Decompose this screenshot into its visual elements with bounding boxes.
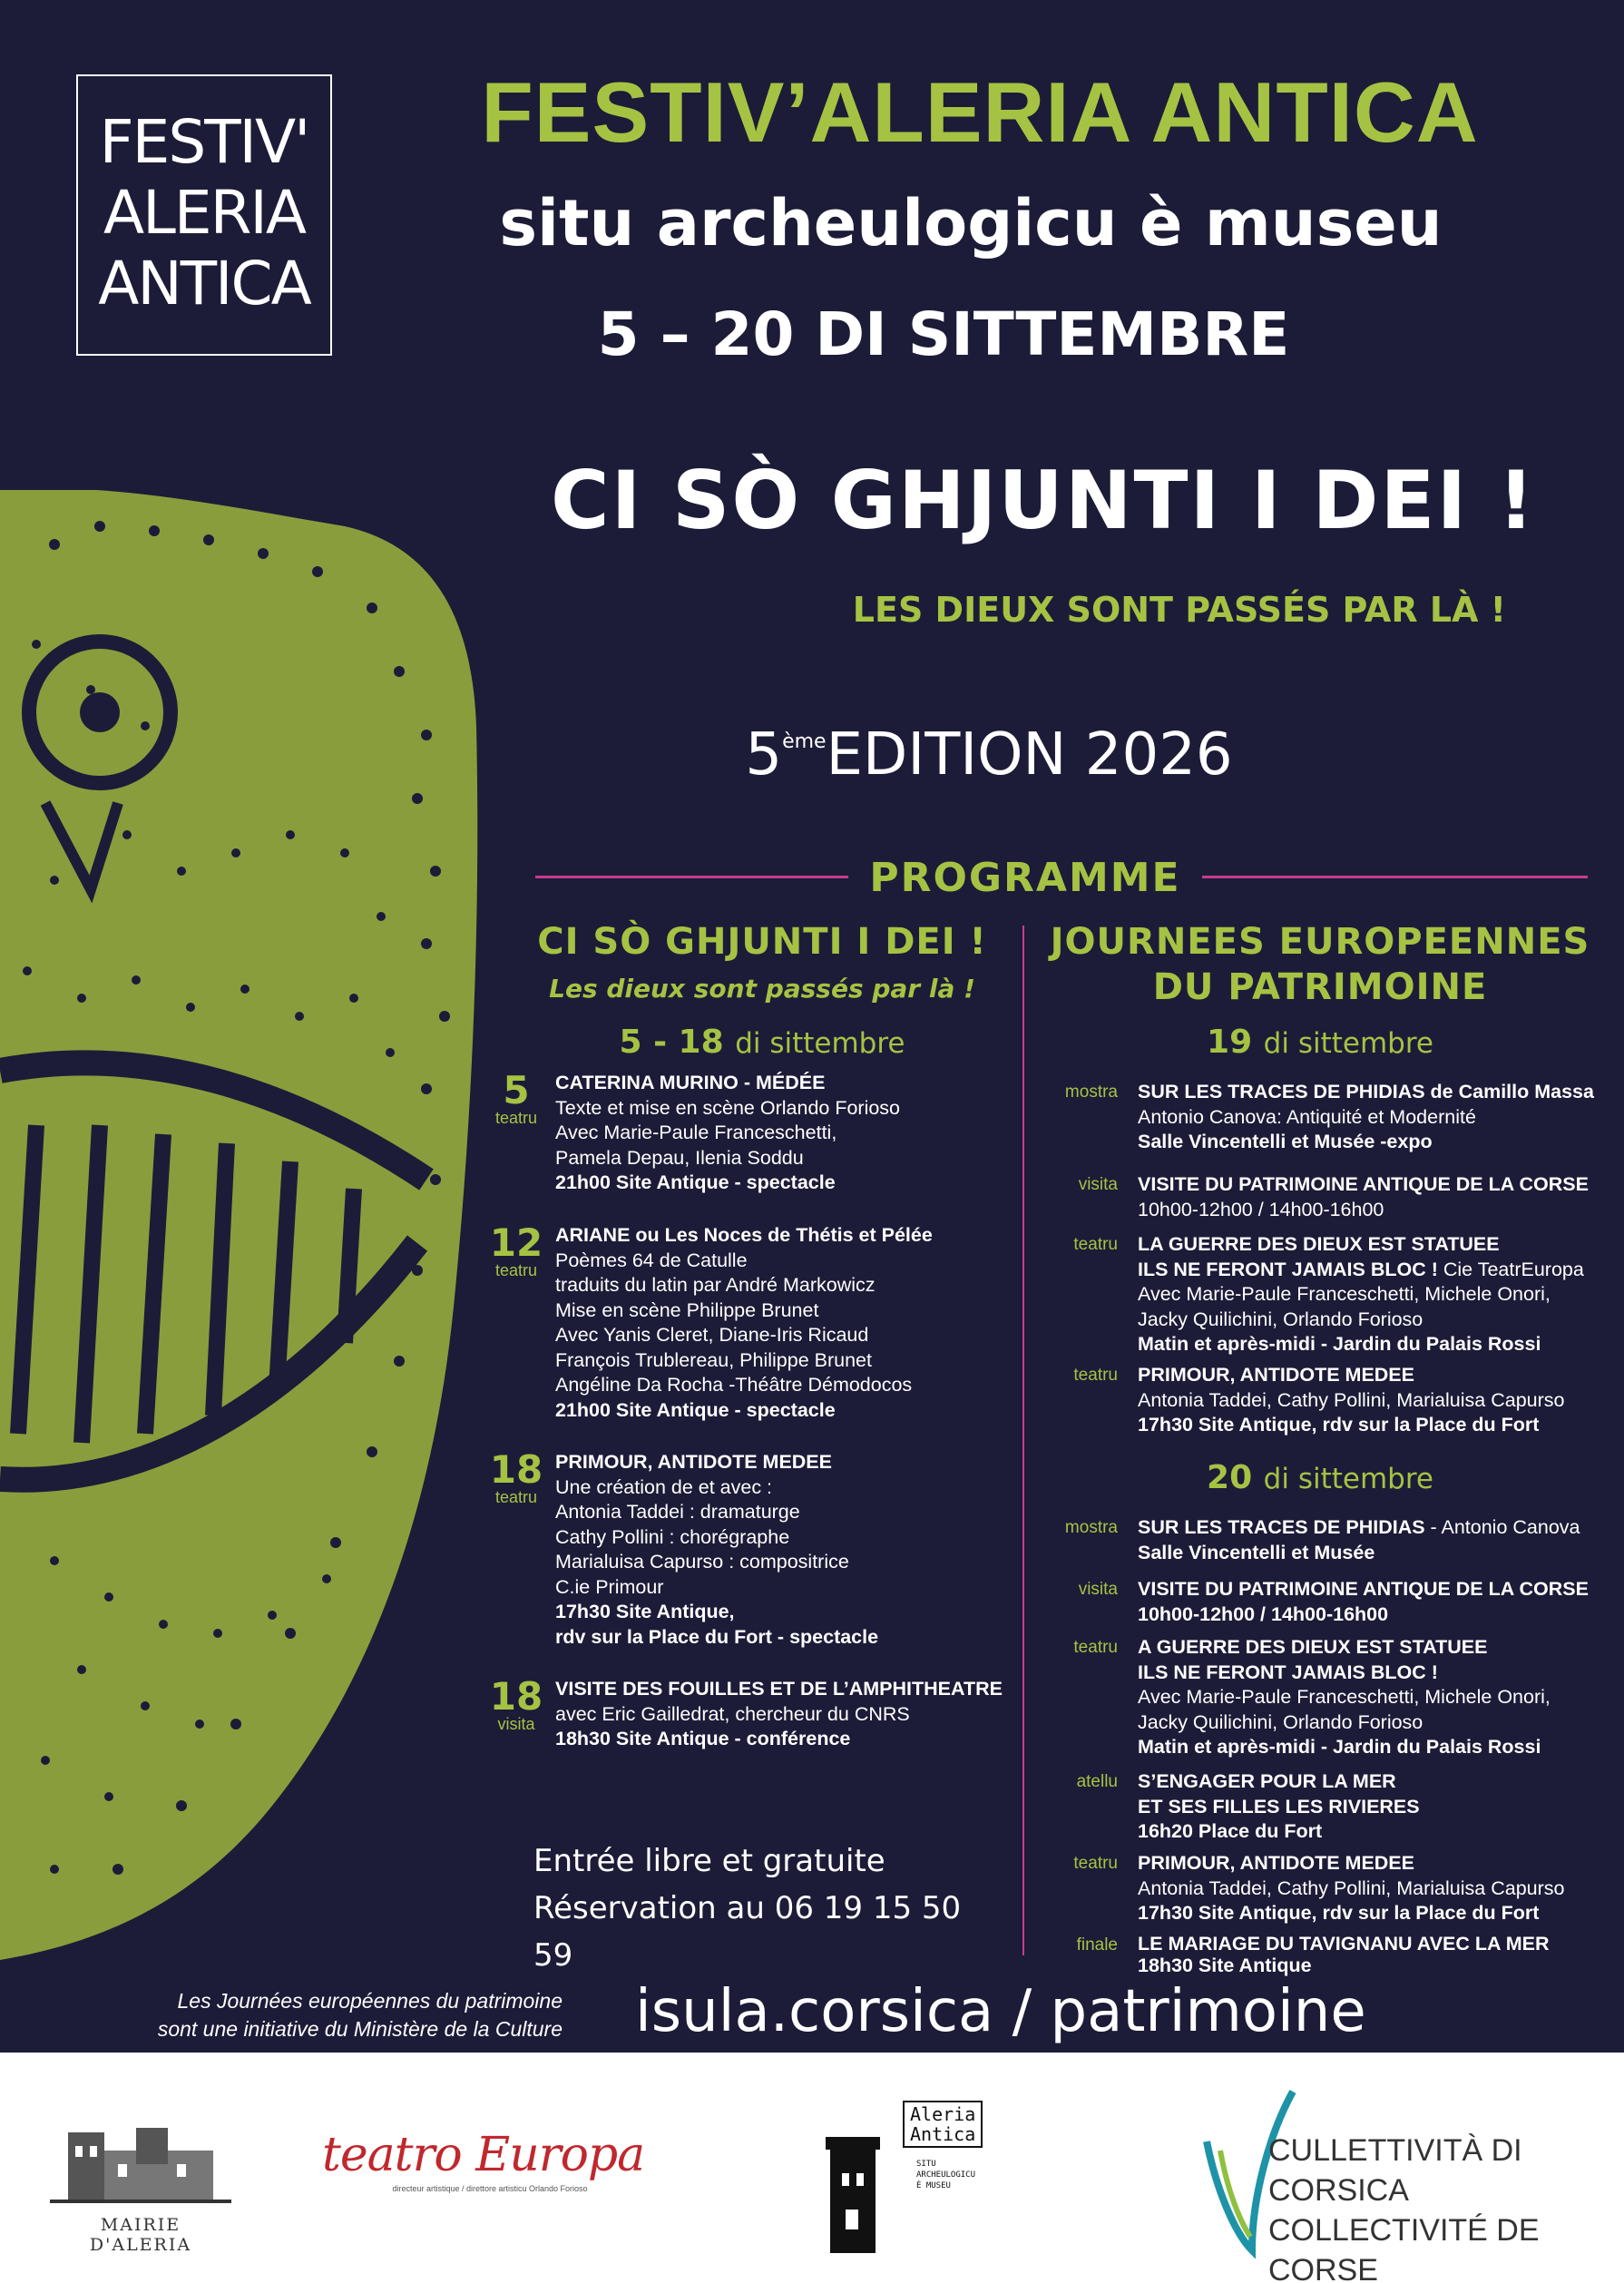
event-line: Une création de et avec : [555, 1475, 773, 1498]
day1-event-1 [1052, 1080, 1615, 1155]
ctc-line-1: CULLETTIVITÀ DI CORSICA [1268, 2133, 1522, 2208]
festival-subtitle: situ archeulogicu è museu [499, 186, 1443, 260]
event-footer: 17h30 Site Antique, rdv sur la Place du Fort [1138, 1414, 1540, 1435]
programme-title: PROGRAMME [869, 855, 1181, 901]
day2-rest: di sittembre [1263, 1463, 1433, 1495]
day2-event-3 [1052, 1635, 1615, 1760]
antica-word: Antica [910, 2123, 976, 2145]
event-line: Avec Yanis Cleret, Diane-Iris Ricaud [555, 1324, 869, 1346]
event-kind: mostra [1064, 1518, 1118, 1537]
left-event-3 [488, 1447, 1014, 1650]
event-title: VISITE DES FOUILLES ET DE L’AMPHITHEATRE [555, 1678, 1003, 1700]
right-heading-1: JOURNEES EUROPEENNES [1050, 921, 1590, 963]
event-title-rest: - Antonio Canova [1424, 1516, 1580, 1538]
theme-subtitle: LES DIEUX SONT PASSÉS PAR LÀ ! [852, 590, 1506, 630]
event-title: PRIMOUR, ANTIDOTE MEDEE [555, 1451, 832, 1473]
event-title: A GUERRE DES DIEUX EST STATUEE [1138, 1636, 1488, 1658]
aleria-antica-wordmark [903, 2101, 983, 2148]
event-title-2: ET SES FILLES LES RIVIERES [1138, 1795, 1420, 1818]
event-kind: teatru [494, 1488, 538, 1506]
day1-dateline [1034, 1024, 1606, 1061]
event-title: VISITE DU PATRIMOINE ANTIQUE DE LA CORSE [1138, 1578, 1589, 1600]
event-line: Marialuisa Capurso : compositrice [555, 1551, 849, 1573]
day1-event-4 [1052, 1363, 1615, 1438]
event-line: Jacky Quilichini, Orlando Forioso [1138, 1308, 1423, 1330]
event-line: Pamela Depau, Ilenia Soddu [555, 1146, 804, 1169]
event-footer: 21h00 Site Antique - spectacle [555, 1398, 836, 1421]
event-title-2: ILS NE FERONT JAMAIS BLOC ! [1138, 1258, 1443, 1280]
event-line: Antonio Canova: Antiquité et Modernité [1138, 1105, 1476, 1128]
programme-rule-left [535, 876, 848, 878]
entry-info [533, 1837, 1005, 1979]
mairie-label: MAIRIE D'ALERIA [89, 2215, 192, 2255]
left-heading: CI SÒ GHJUNTI I DEI ! [537, 921, 987, 963]
event-line: Avec Marie-Paule Franceschetti, Michele Onori, [1138, 1283, 1551, 1305]
event-footer: Salle Vincentelli et Musée [1138, 1541, 1375, 1563]
tagline-line-1: SITU [916, 2160, 936, 2169]
event-title: VISITE DU PATRIMOINE ANTIQUE DE LA CORSE [1138, 1173, 1589, 1195]
event-title-2-rest: Cie TeatrEuropa [1443, 1258, 1584, 1280]
theme-title: CI SÒ GHJUNTI I DEI ! [551, 454, 1536, 547]
event-line: Antonia Taddei, Cathy Pollini, Marialuisa Capurso [1138, 1388, 1565, 1411]
event-footer: 16h20 Place du Fort [1138, 1820, 1323, 1842]
entry-free-text: Entrée libre et gratuite [533, 1843, 885, 1879]
left-date-rest: di sittembre [735, 1027, 905, 1060]
tower-icon [826, 2119, 880, 2255]
collectivite-corse-logo [1198, 2087, 1597, 2283]
left-subheading: Les dieux sont passés par là ! [549, 974, 975, 1004]
teatro-wordmark: teatro Europa [322, 2128, 645, 2182]
event-title: LE MARIAGE DU TAVIGNANU AVEC LA MER [1138, 1933, 1550, 1955]
event-kind: finale [1076, 1935, 1118, 1955]
event-title: PRIMOUR, ANTIDOTE MEDEE [1138, 1364, 1414, 1386]
event-line: Jacky Quilichini, Orlando Forioso [1138, 1710, 1423, 1733]
event-footer: 18h30 Site Antique [1138, 1955, 1312, 1976]
event-line: Angéline Da Rocha -Théâtre Démodocos [555, 1374, 913, 1396]
day2-num: 20 [1207, 1459, 1253, 1496]
event-kind: atellu [1076, 1772, 1118, 1791]
event-kind: visita [1078, 1580, 1118, 1599]
left-event-2 [488, 1220, 1014, 1423]
event-title: SUR LES TRACES DE PHIDIAS [1138, 1516, 1425, 1538]
event-line: Antonia Taddei, Cathy Pollini, Marialuisa Capurso [1138, 1876, 1565, 1899]
programme-rule-right [1202, 876, 1588, 878]
brand-line-2: ALERIA [103, 178, 306, 248]
event-footer: Matin et après-midi - Jardin du Palais Rossi [1138, 1333, 1541, 1355]
event-kind: teatru [494, 1261, 538, 1279]
event-footer: 17h30 Site Antique, rdv sur la Place du Fort [1138, 1902, 1540, 1924]
event-kind: visita [497, 1715, 535, 1733]
event-title: LA GUERRE DES DIEUX EST STATUEE [1138, 1233, 1500, 1255]
event-line: C.ie Primour [555, 1575, 664, 1598]
event-title: CATERINA MURINO - MÉDÉE [555, 1072, 826, 1093]
aleria-antica-tagline [916, 2159, 975, 2191]
edition-text: EDITION 2026 [826, 721, 1233, 789]
event-kind: visita [1078, 1175, 1118, 1194]
day1-num: 19 [1207, 1024, 1253, 1061]
mairie-aleria-logo [50, 2096, 231, 2255]
day2-event-2 [1052, 1577, 1615, 1627]
day2-event-6 [1052, 1933, 1615, 1976]
left-event-1 [488, 1068, 1014, 1196]
event-day: 5 [503, 1068, 530, 1112]
event-footer: 17h30 Site Antique, [555, 1601, 735, 1622]
brand-line-1: FESTIV' [99, 107, 309, 177]
tagline-line-2: ARCHEULOGICU [916, 2170, 976, 2180]
day1-event-2 [1052, 1172, 1615, 1222]
event-line: traduits du latin par André Markowicz [555, 1274, 876, 1296]
festival-logo-box [76, 74, 332, 356]
day2-event-1 [1052, 1515, 1615, 1565]
day2-event-5 [1052, 1851, 1615, 1926]
edition-label [581, 721, 1397, 789]
teatro-credit: directeur artistique / direttore artisticu Orlando Forioso [392, 2184, 588, 2193]
event-line: avec Eric Gailledrat, chercheur du CNRS [555, 1702, 910, 1725]
reservation-phone[interactable]: Réservation au 06 19 15 50 59 [533, 1890, 962, 1974]
event-title: PRIMOUR, ANTIDOTE MEDEE [1138, 1852, 1414, 1874]
note-line-1: Les Journées européennes du patrimoine [177, 1989, 563, 2013]
event-footer: 10h00-12h00 / 14h00-16h00 [1138, 1602, 1389, 1625]
event-footer-2: rdv sur la Place du Fort - spectacle [555, 1625, 879, 1648]
event-kind: mostra [1064, 1083, 1118, 1102]
owl-illustration [0, 490, 508, 1960]
teatro-europa-logo [322, 2128, 658, 2228]
patrimoine-note [18, 1987, 563, 2043]
event-line: Avec Marie-Paule Franceschetti, [555, 1122, 837, 1143]
day2-event-4 [1052, 1769, 1615, 1845]
event-title: SUR LES TRACES DE PHIDIAS de Camillo Massa [1138, 1081, 1594, 1102]
event-kind: teatru [1073, 1854, 1118, 1873]
day2-dateline [1034, 1459, 1606, 1496]
event-day: 18 [489, 1447, 543, 1492]
event-line: 10h00-12h00 / 14h00-16h00 [1138, 1198, 1384, 1220]
ctc-text [1268, 2131, 1597, 2283]
event-footer: Salle Vincentelli et Musée -expo [1138, 1131, 1433, 1152]
event-title-2: ILS NE FERONT JAMAIS BLOC ! [1138, 1661, 1438, 1683]
event-line: François Trublereau, Philippe Brunet [555, 1348, 872, 1371]
event-footer: 18h30 Site Antique - conférence [555, 1728, 851, 1749]
column-divider [1022, 926, 1024, 1955]
event-title: ARIANE ou Les Noces de Thétis et Pélée [555, 1224, 933, 1246]
event-footer: 21h00 Site Antique - spectacle [555, 1171, 836, 1193]
ctc-line-2: COLLECTIVITÉ DE CORSE [1268, 2213, 1540, 2283]
edition-number: 5 [745, 721, 783, 789]
event-kind: teatru [494, 1109, 538, 1127]
website-link[interactable]: isula.corsica / patrimoine [635, 1978, 1366, 2045]
event-day: 12 [489, 1220, 543, 1265]
event-kind: teatru [1073, 1366, 1118, 1385]
brand-line-3: ANTICA [98, 249, 310, 318]
note-line-2: sont une initiative du Ministère de la Culture [157, 2017, 563, 2041]
event-kind: teatru [1073, 1235, 1118, 1254]
event-line: Texte et mise en scène Orlando Forioso [555, 1096, 901, 1119]
aleria-word: Aleria [910, 2103, 976, 2125]
tagline-line-3: È MUSEU [916, 2181, 951, 2190]
aleria-antica-logo [826, 2101, 989, 2255]
festival-dates: 5 – 20 DI SITTEMBRE [597, 299, 1290, 369]
event-kind: teatru [1073, 1638, 1118, 1657]
day1-event-3 [1052, 1232, 1615, 1357]
event-line: Antonia Taddei : dramaturge [555, 1501, 800, 1523]
left-event-4 [488, 1674, 1014, 1752]
festival-title: FESTIV’ALERIA ANTICA [481, 64, 1479, 160]
event-line: Avec Marie-Paule Franceschetti, Michele Onori, [1138, 1686, 1551, 1708]
left-dateline [508, 1024, 1016, 1061]
right-heading-2: DU PATRIMOINE [1152, 966, 1488, 1008]
day1-rest: di sittembre [1263, 1027, 1433, 1060]
event-title: S’ENGAGER POUR LA MER [1138, 1770, 1396, 1792]
event-line: Cathy Pollini : chorégraphe [555, 1525, 790, 1548]
event-day: 18 [489, 1674, 543, 1719]
mairie-building-icon [50, 2096, 231, 2205]
event-footer: Matin et après-midi - Jardin du Palais Rossi [1138, 1736, 1541, 1758]
event-line: Poèmes 64 de Catulle [555, 1249, 748, 1271]
event-line: Mise en scène Philippe Brunet [555, 1298, 819, 1321]
edition-sup: ème [782, 730, 827, 753]
owl-body [0, 490, 477, 1960]
left-date-main: 5 - 18 [619, 1024, 724, 1061]
